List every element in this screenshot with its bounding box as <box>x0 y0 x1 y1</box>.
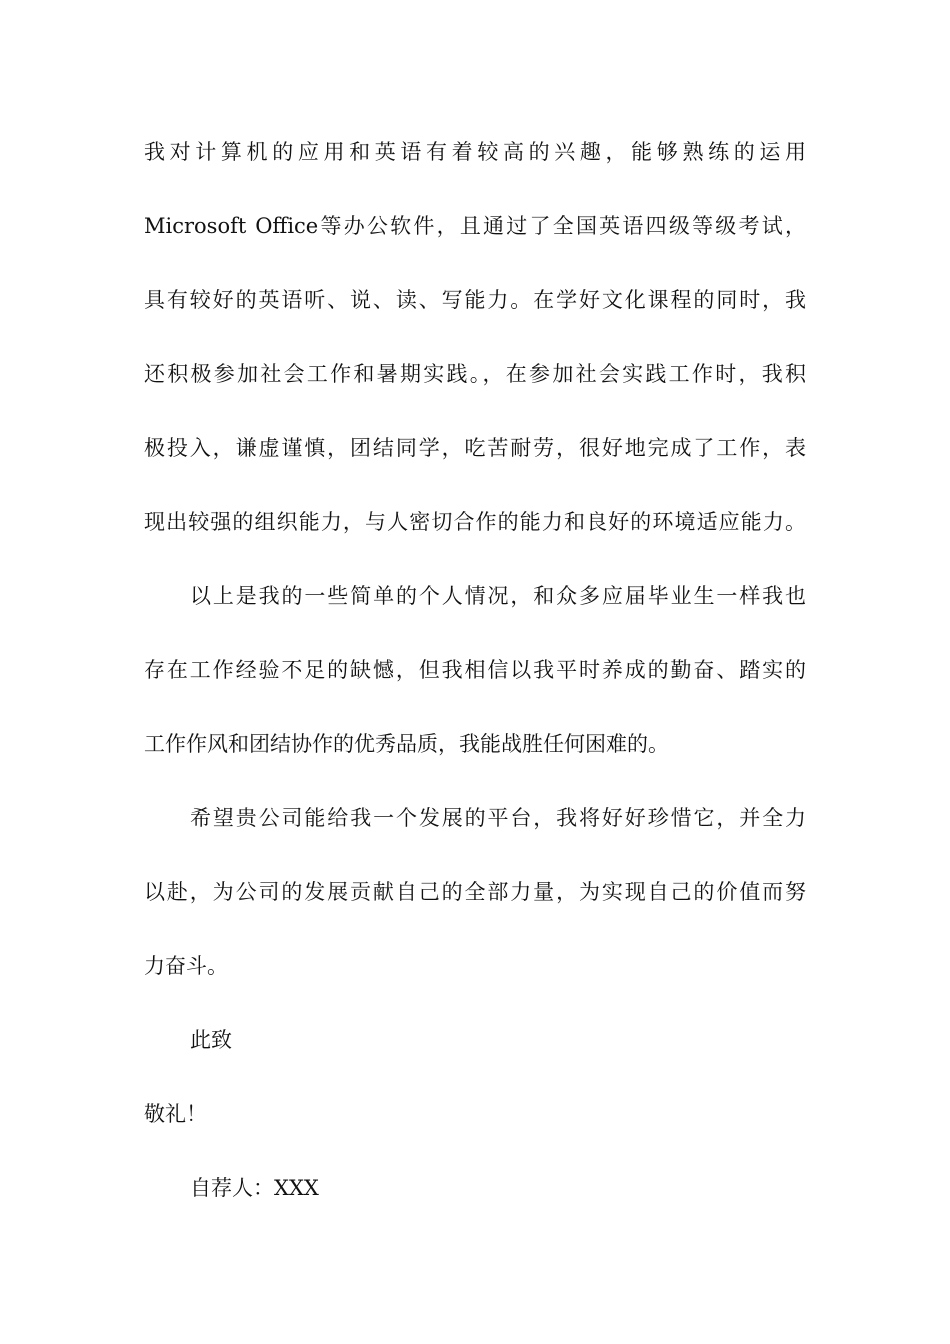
paragraph-line: 存在工作经验不足的缺憾，但我相信以我平时养成的勤奋、踏实的 <box>144 658 806 682</box>
paragraph-line: 还积极参加社会工作和暑期实践。，在参加社会实践工作时，我积 <box>144 362 806 386</box>
signature-line: 自荐人：XXX <box>190 1176 319 1200</box>
letter-body <box>144 115 806 1225</box>
paragraph-line: 具有较好的英语听、说、读、写能力。在学好文化课程的同时，我 <box>144 288 806 312</box>
closing-regards: 敬礼！ <box>144 1102 207 1126</box>
paragraph-line: 我对计算机的应用和英语有着较高的兴趣，能够熟练的运用 <box>144 140 806 164</box>
paragraph-line: 力奋斗。 <box>144 954 228 978</box>
paragraph-line: 极投入，谦虚谨慎，团结同学，吃苦耐劳，很好地完成了工作，表 <box>144 436 806 460</box>
paragraph-line: Microsoft Office等办公软件，且通过了全国英语四级等级考试， <box>144 214 806 238</box>
closing-salutation: 此致 <box>190 1028 232 1052</box>
paragraph-line: 现出较强的组织能力，与人密切合作的能力和良好的环境适应能力。 <box>144 510 806 534</box>
paragraph-line: 以赴，为公司的发展贡献自己的全部力量，为实现自己的价值而努 <box>144 880 806 904</box>
paragraph-line: 工作作风和团结协作的优秀品质，我能战胜任何困难的。 <box>144 732 669 756</box>
paragraph-line: 以上是我的一些简单的个人情况，和众多应届毕业生一样我也 <box>190 584 806 608</box>
paragraph-line: 希望贵公司能给我一个发展的平台，我将好好珍惜它，并全力 <box>190 806 806 830</box>
